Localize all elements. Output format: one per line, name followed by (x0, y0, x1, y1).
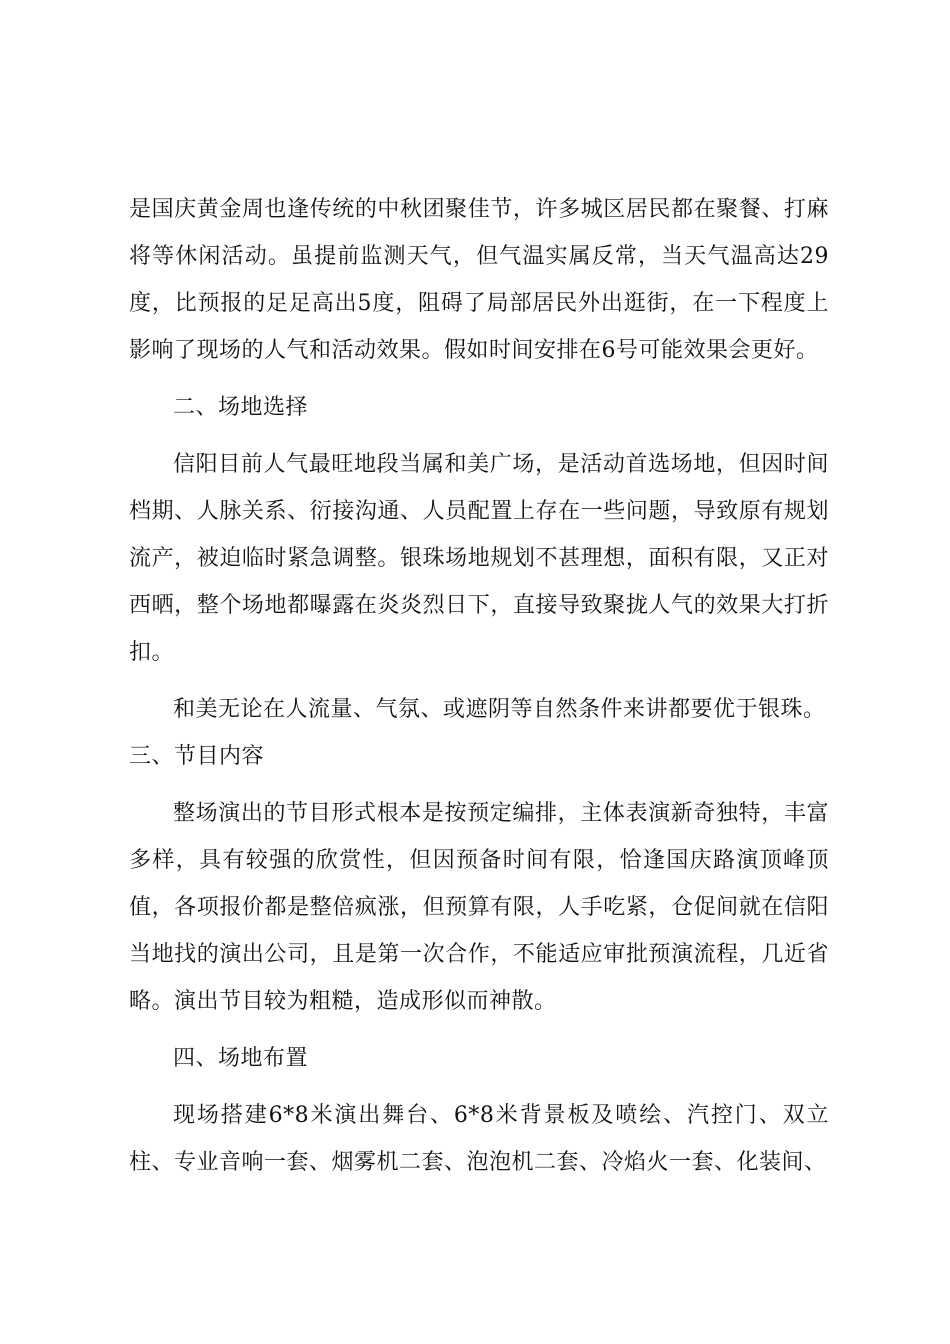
paragraph-weather: 是国庆黄金周也逢传统的中秋团聚佳节，许多城区居民都在聚餐、打麻将等休闲活动。虽提前监测天气，但气温实属反常，当天气温高达29度，比预报的足足高出5度，阻碍了局部居民外出逛街，在一下程度上影响了现场的人气和活动效果。假如时间安排在6号可能效果会更好。 (129, 197, 829, 363)
paragraph-program-content: 整场演出的节目形式根本是按预定编排，主体表演新奇独特，丰富多样，具有较强的欣赏性，但因预备时间有限，恰逢国庆路演顶峰顶值，各项报价都是整倍疯涨，但预算有限，人手吃紧，仓促间就在信阳当地找的演出公司，且是第一次合作，不能适应审批预演流程，几近省略。演出节目较为粗糙，造成形似而神散。 (129, 801, 829, 1014)
document-body (129, 186, 829, 1186)
heading-venue-selection: 二、场地选择 (173, 395, 309, 420)
heading-program-content: 三、节目内容 (129, 744, 265, 769)
heading-venue-layout: 四、场地布置 (173, 1046, 309, 1071)
paragraph-venue-comparison: 和美无论在人流量、气氛、或遮阴等自然条件来讲都要优于银珠。 (173, 697, 826, 722)
paragraph-venue-selection: 信阳目前人气最旺地段当属和美广场，是活动首选场地，但因时间档期、人脉关系、衍接沟通、人员配置上存在一些问题，导致原有规划流产，被迫临时紧急调整。银珠场地规划不甚理想，面积有限，又正对西晒，整个场地都曝露在炎炎烈日下，直接导致聚拢人气的效果大打折扣。 (129, 452, 829, 665)
paragraph-venue-layout: 现场搭建6*8米演出舞台、6*8米背景板及喷绘、汽控门、双立柱、专业音响一套、烟雾机二套、泡泡机二套、冷焰火一套、化装间、 (129, 1103, 829, 1175)
